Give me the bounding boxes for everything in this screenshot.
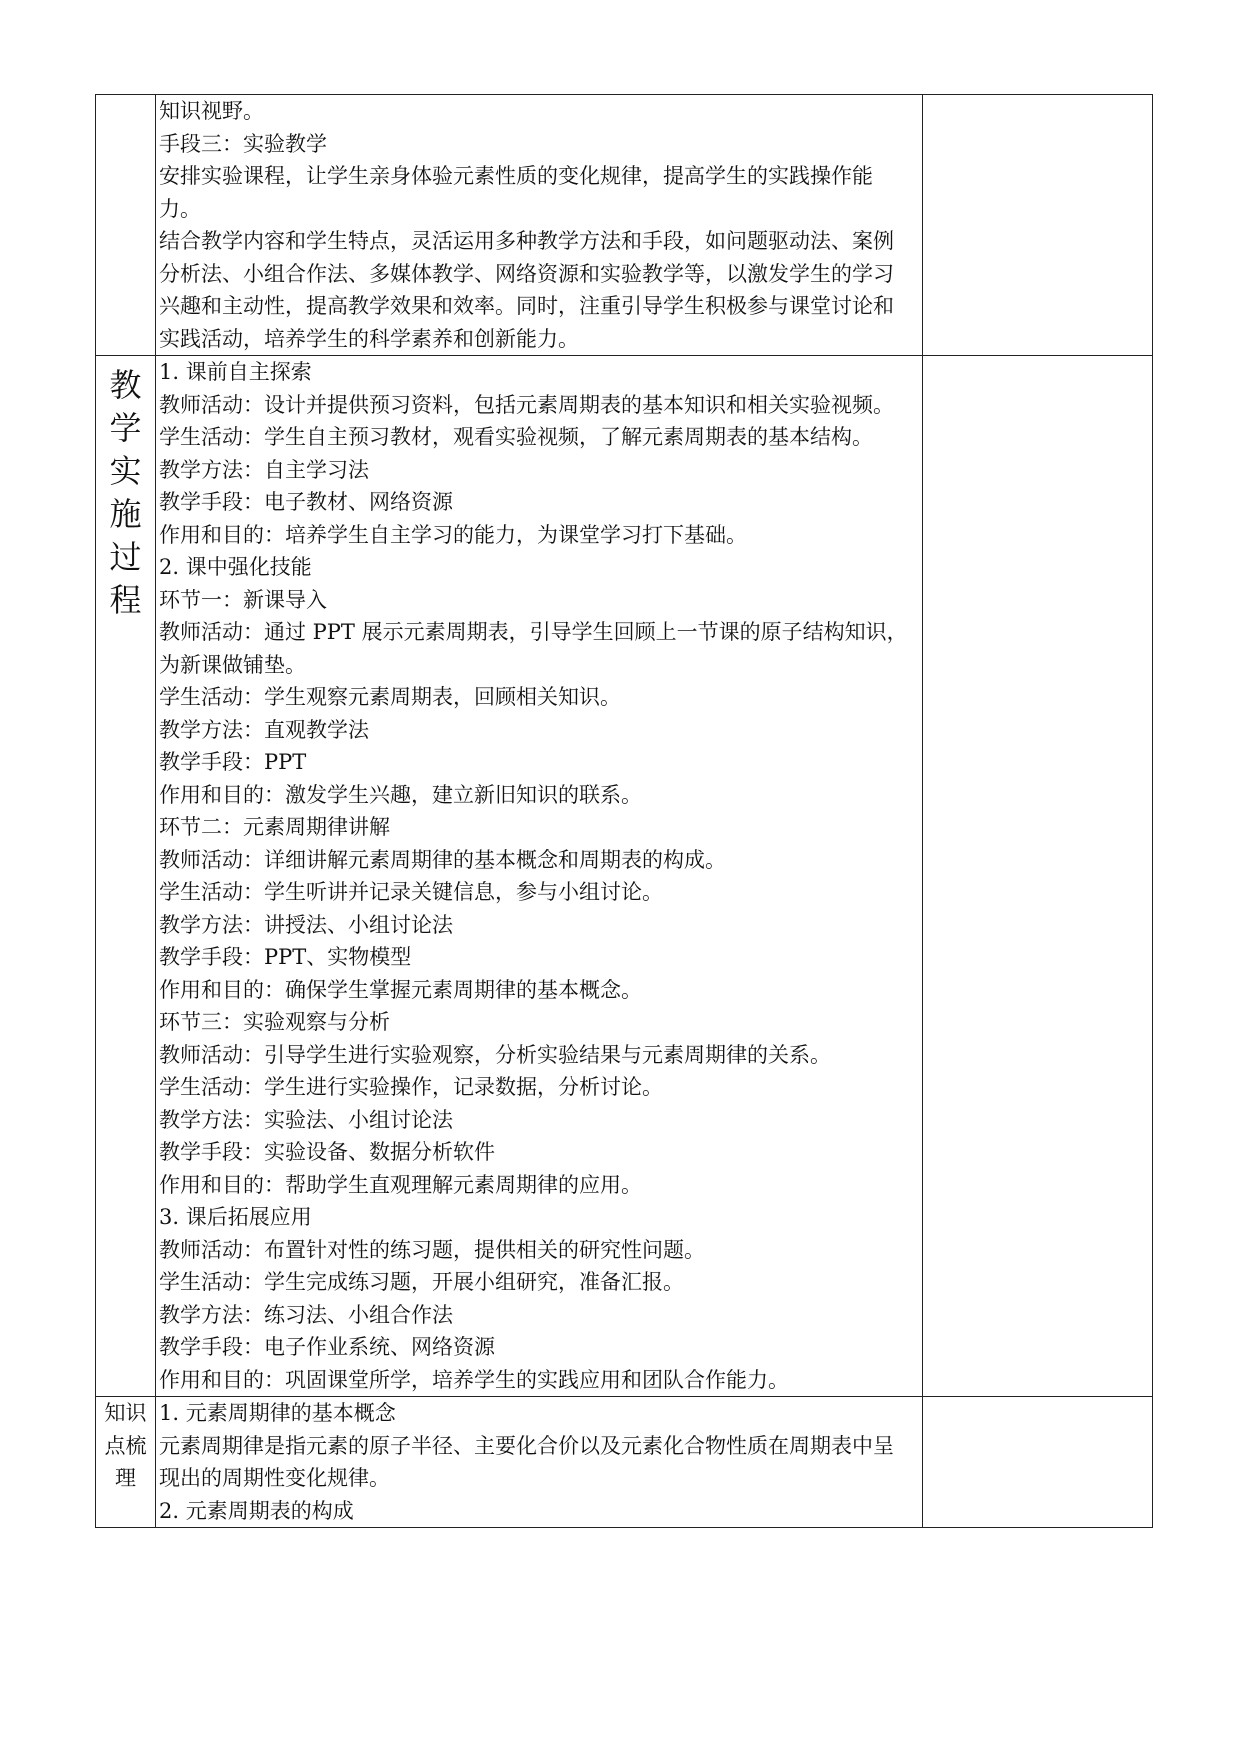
content-line: 作用和目的：巩固课堂所学，培养学生的实践应用和团队合作能力。	[159, 1367, 789, 1392]
label-char: 学	[109, 409, 142, 447]
content-line: 学生活动：学生完成练习题，开展小组研究，准备汇报。	[159, 1270, 684, 1294]
content-line: 作用和目的：帮助学生直观理解元素周期律的应用。	[159, 1172, 642, 1197]
label-char: 实	[109, 452, 142, 490]
content-paragraph: 安排实验课程，让学生亲身体验元素性质的变化规律，提高学生的实践操作能力。	[159, 164, 873, 221]
content-line: 作用和目的：激发学生兴趣，建立新旧知识的联系。	[159, 782, 642, 807]
row-label-cell	[96, 356, 156, 1397]
content-line: 环节二：元素周期律讲解	[159, 815, 390, 839]
content-line: 作用和目的：培养学生自主学习的能力，为课堂学习打下基础。	[159, 522, 747, 547]
content-line: 教学手段：PPT	[159, 750, 307, 774]
content-line: 3. 课后拓展应用	[159, 1205, 312, 1229]
content-line: 教学方法：实验法、小组讨论法	[159, 1107, 453, 1132]
content-line: 教师活动：通过 PPT 展示元素周期表，引导学生回顾上一节课的原子结构知识，为新课做铺垫。	[159, 620, 908, 677]
table-row	[96, 95, 1153, 356]
content-line: 2. 课中强化技能	[159, 555, 312, 579]
content-line: 环节一：新课导入	[159, 587, 327, 612]
row-label-teaching-process	[96, 356, 155, 622]
notes-cell	[923, 95, 1153, 356]
content-line: 教学方法：讲授法、小组讨论法	[159, 912, 453, 937]
content-line: 教学手段：PPT、实物模型	[159, 945, 412, 969]
label-char: 过	[109, 538, 142, 576]
content-line: 知识视野。	[159, 99, 264, 123]
content-line: 教师活动：布置针对性的练习题，提供相关的研究性问题。	[159, 1237, 705, 1262]
notes-cell	[923, 1397, 1153, 1528]
content-line: 学生活动：学生听讲并记录关键信息，参与小组讨论。	[159, 880, 663, 904]
content-line: 教师活动：引导学生进行实验观察，分析实验结果与元素周期律的关系。	[159, 1042, 831, 1067]
content-line: 1. 元素周期律的基本概念	[159, 1401, 396, 1425]
content-line: 教学方法：直观教学法	[159, 717, 369, 742]
content-cell	[156, 1397, 923, 1528]
content-line: 1. 课前自主探索	[159, 360, 312, 384]
content-line: 教学手段：实验设备、数据分析软件	[159, 1140, 495, 1164]
content-line: 元素周期律是指元素的原子半径、主要化合价以及元素化合物性质在周期表中呈现出的周期性变化规律。	[159, 1433, 894, 1490]
content-cell	[156, 356, 923, 1397]
content-line: 环节三：实验观察与分析	[159, 1010, 390, 1034]
content-cell	[156, 95, 923, 356]
content-line: 教学手段：电子作业系统、网络资源	[159, 1335, 495, 1359]
content-line: 作用和目的：确保学生掌握元素周期律的基本概念。	[159, 977, 642, 1002]
label-char: 教	[109, 366, 142, 404]
content-line: 学生活动：学生进行实验操作，记录数据，分析讨论。	[159, 1075, 663, 1099]
content-line: 教师活动：设计并提供预习资料，包括元素周期表的基本知识和相关实验视频。	[159, 392, 894, 417]
row-label-knowledge-points: 知识点梳理	[104, 1401, 147, 1490]
content-line: 2. 元素周期表的构成	[159, 1498, 354, 1523]
content-line: 教学方法：自主学习法	[159, 457, 369, 482]
table-row	[96, 356, 1153, 1397]
content-line: 手段三：实验教学	[159, 131, 327, 156]
table-row	[96, 1397, 1153, 1528]
content-line: 学生活动：学生观察元素周期表，回顾相关知识。	[159, 685, 621, 709]
content-line: 教学方法：练习法、小组合作法	[159, 1302, 453, 1327]
row-label-cell	[96, 1397, 156, 1528]
content-line: 学生活动：学生自主预习教材，观看实验视频，了解元素周期表的基本结构。	[159, 425, 873, 449]
content-paragraph: 结合教学内容和学生特点，灵活运用多种教学方法和手段，如问题驱动法、案例分析法、小组合作法、多媒体教学、网络资源和实验教学等，以激发学生的学习兴趣和主动性，提高教学效果和效率。同时，注重引导学生积极参与课堂讨论和实践活动，培养学生的科学素养和创新能力。	[159, 229, 894, 351]
label-char: 程	[109, 581, 142, 619]
notes-cell	[923, 356, 1153, 1397]
label-char: 施	[109, 495, 142, 533]
content-line: 教学手段：电子教材、网络资源	[159, 490, 453, 514]
row-label-cell-empty	[96, 95, 156, 356]
content-line: 教师活动：详细讲解元素周期律的基本概念和周期表的构成。	[159, 847, 726, 872]
lesson-plan-table	[95, 94, 1153, 1528]
